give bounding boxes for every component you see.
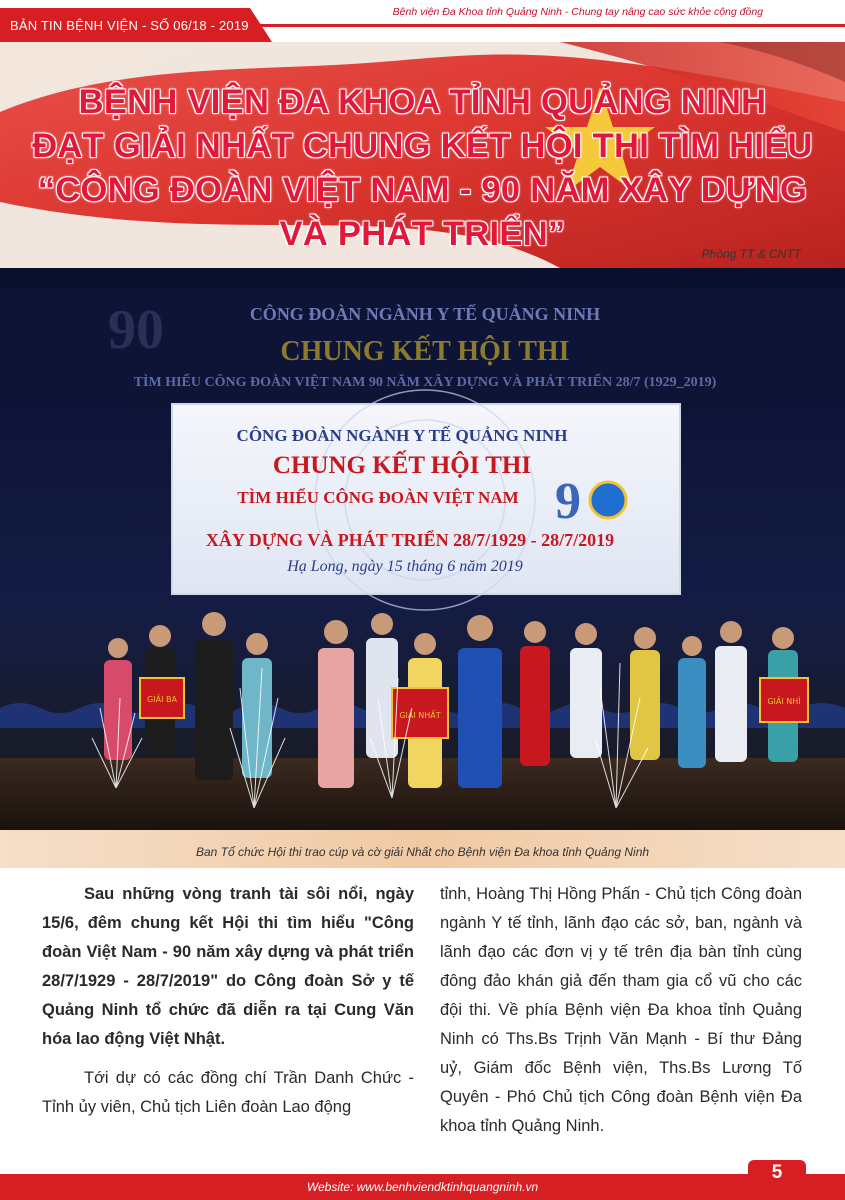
header-slogan: Bệnh viện Đa Khoa tỉnh Quảng Ninh - Chung tay nâng cao sức khỏe cộng đồng <box>392 6 763 18</box>
body-paragraph-continued: tỉnh, Hoàng Thị Hồng Phấn - Chủ tịch Công đoàn ngành Y tế tỉnh, lãnh đạo các sở, ban, ngành và lãnh đạo các đơn vị y tế trên địa bàn tỉnh cùng đông đảo khán giả đến tham gia cổ vũ cho các đội thi. Về phía Bệnh viện Đa khoa tỉnh Quảng Ninh có Ths.Bs Trịnh Văn Mạnh - Bí thư Đảng uỷ, Giám đốc Bệnh viện, Ths.Bs Lương Tố Quyên - Phó Chủ tịch Công đoàn Bệnh viện Đa khoa tỉnh Quảng Ninh. <box>440 885 802 1135</box>
footer-website[interactable]: Website: www.benhviendktinhquangninh.vn <box>306 1180 539 1194</box>
title-line: “CÔNG ĐOÀN VIỆT NAM - 90 NĂM XÂY DỰNG <box>37 171 808 209</box>
svg-text:9: 9 <box>555 473 581 530</box>
event-photo <box>0 268 845 830</box>
body-paragraph: Tới dự có các đồng chí Trần Danh Chức - Tỉnh ủy viên, Chủ tịch Liên đoàn Lao động <box>42 1069 414 1116</box>
screen-line4: XÂY DỰNG VÀ PHÁT TRIỂN 28/7/1929 - 28/7/2019 <box>205 530 615 550</box>
column-right <box>440 880 802 1141</box>
award-flag-center: GIẢI NHẤT <box>399 711 441 720</box>
stage-line3: TÌM HIỂU CÔNG ĐOÀN VIỆT NAM 90 NĂM XÂY DỰNG VÀ PHÁT TRIỂN 28/7 (1929_2019) <box>133 375 717 390</box>
award-flag-left: GIẢI BA <box>147 695 177 704</box>
header-bar <box>0 0 845 42</box>
award-flag-right: GIẢI NHÌ <box>767 697 801 706</box>
title-line: BỆNH VIỆN ĐA KHOA TỈNH QUẢNG NINH <box>78 83 767 121</box>
photo-caption: Ban Tổ chức Hội thi trao cúp và cờ giải Nhất cho Bệnh viện Đa khoa tỉnh Quảng Ninh <box>195 845 650 859</box>
issue-label: BẢN TIN BỆNH VIỆN - SỐ 06/18 - 2019 <box>10 18 249 33</box>
header-rule <box>258 24 845 27</box>
event-photo-illustration <box>0 268 845 830</box>
screen-line1: CÔNG ĐOÀN NGÀNH Y TẾ QUẢNG NINH <box>236 426 568 445</box>
title-banner <box>0 42 845 268</box>
stage-line2: CHUNG KẾT HỘI THI <box>280 336 570 367</box>
lead-paragraph: Sau những vòng tranh tài sôi nổi, ngày 15/6, đêm chung kết Hội thi tìm hiểu "Công đoàn Việt Nam - 90 năm xây dựng và phát triển 28/7/1929 - 28/7/2019" do Công đoàn Sở y tế Quảng Ninh tổ chức đã diễn ra tại Cung Văn hóa lao động Việt Nhật. <box>42 885 414 1048</box>
screen-line3: TÌM HIỂU CÔNG ĐOÀN VIỆT NAM <box>237 488 519 507</box>
stage-line1: CÔNG ĐOÀN NGÀNH Y TẾ QUẢNG NINH <box>249 304 601 324</box>
title-line: ĐẠT GIẢI NHẤT CHUNG KẾT HỘI THI TÌM HIỂU <box>32 127 813 165</box>
screen-line5: Hạ Long, ngày 15 tháng 6 năm 2019 <box>287 558 523 575</box>
byline: Phòng TT & CNTT <box>701 247 801 261</box>
union-logo-icon <box>590 482 626 518</box>
column-left <box>42 880 414 1122</box>
svg-text:90: 90 <box>108 299 164 361</box>
article-title <box>0 80 845 256</box>
screen-line2: CHUNG KẾT HỘI THI <box>272 452 532 479</box>
title-line: VÀ PHÁT TRIỂN” <box>279 215 566 253</box>
page-number: 5 <box>771 1162 783 1183</box>
